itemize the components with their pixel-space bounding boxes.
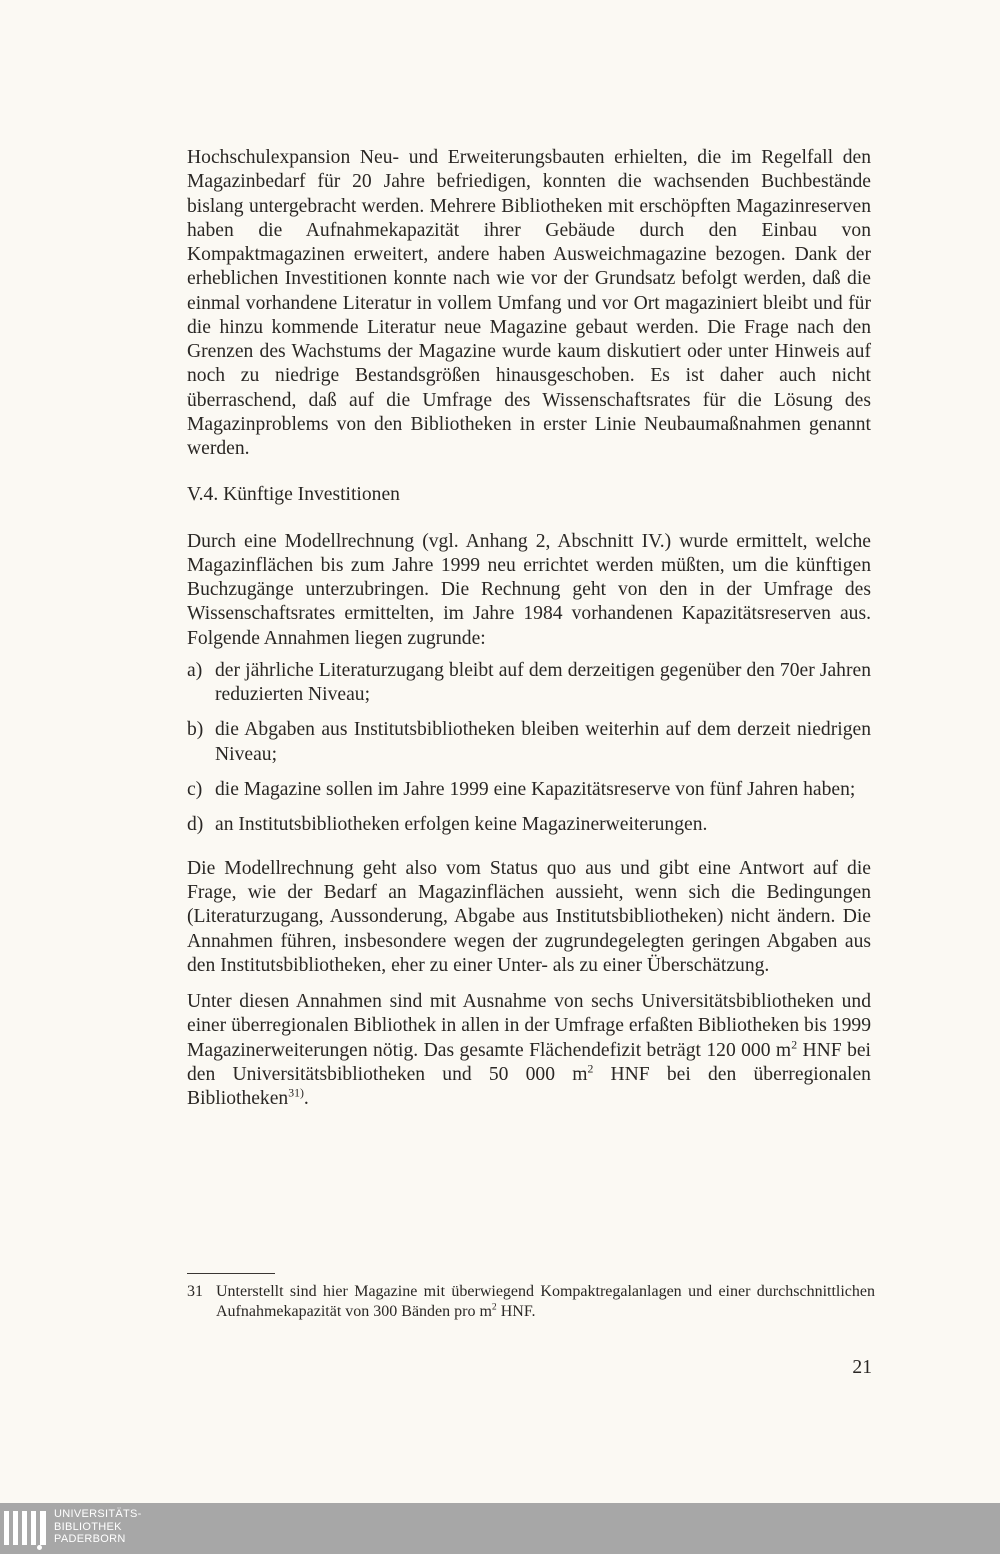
page-body [187,146,871,1111]
footnote [187,1282,875,1322]
list-marker: b) [187,719,204,741]
library-footer-bar [0,1503,1000,1554]
list-marker: d) [187,814,204,835]
square-meter-superscript: 2 [791,1038,798,1052]
paragraph-4-part-2: HNF bei den Universitätsbibliotheken und 50 000 m [187,1039,872,1085]
footnote-reference[interactable]: 31) [288,1086,304,1100]
list-item [187,813,871,837]
square-meter-superscript: 2 [587,1062,594,1076]
paragraph-2: Durch eine Modellrechnung (vgl. Anhang 2, Abschnitt IV.) wurde ermittelt, welche Magazinflächen bis zum Jahre 1999 neu errichtet werden müßten, um die künftigen Buchzugänge unterzubringen. Die Rechnung geht von den in der Umfrage des Wissenschaftsrates ermittelten, im Jahre 1984 vorhandenen Kapazitätsreserven aus. Folgende Annahmen liegen zugrunde: [187,530,871,649]
library-logo-text [54,1508,142,1546]
footnote-number: 31 [187,1283,203,1300]
paragraph-4-part-1: Unter diesen Annahmen sind mit Ausnahme von sechs Universitätsbibliotheken und einer überregionalen Bibliothek in allen in der Umfrage erfaßten Bibliotheken bis 1999 Magazinerweiterungen nötig. Das gesamte Flächendefizit beträgt 120 000 m [187,991,871,1061]
paragraph-4 [187,990,871,1111]
list-item [187,718,871,767]
footnote-divider [187,1273,275,1274]
footnote-text-part-2: HNF. [496,1303,536,1320]
list-item-text: der jährliche Literaturzugang bleibt auf dem derzeitigen gegenüber den 70er Jahren reduzierten Niveau; [215,659,871,705]
logo-dot-icon [37,1545,42,1550]
logo-line-1: UNIVERSITÄTS- [54,1508,142,1520]
list-item [187,659,871,708]
paragraph-4-part-4: . [303,1088,309,1110]
paragraph-3: Die Modellrechnung geht also vom Status quo aus und gibt eine Antwort auf die Frage, wie der Bedarf an Magazinflächen aussieht, wenn sich die Bedingungen (Literaturzugang, Aussonderung, Abgabe aus Institutsbibliotheken) nicht ändern. Die Annahmen führen, insbesondere wegen der zugrundegelegten geringen Abgaben aus den Institutsbibliotheken, eher zu einer Unter- als zu einer Überschätzung. [187,857,871,976]
list-marker: a) [187,659,203,681]
list-item-text: an Institutsbibliotheken erfolgen keine Magazinerweiterungen. [215,814,708,835]
paragraph-1: Hochschulexpansion Neu- und Erweiterungsbauten erhielten, die im Regelfall den Magazinbedarf für 20 Jahre befriedigen, konnten die wachsenden Buchbestände bislang untergebracht werden. Mehrere Bibliotheken mit erschöpften Magazinreserven haben die Aufnahmekapazität ihrer Gebäude durch den Einbau von Kompaktmagazinen erweitert, andere haben Ausweichmagazine bezogen. Dank der erheblichen Investitionen konnte nach wie vor der Grundsatz befolgt werden, daß die einmal vorhandene Literatur in vollem Umfang und vor Ort magaziniert bleibt und für die hinzu kommende Literatur neue Magazine gebaut werden. Die Frage nach den Grenzen des Wachstums der Magazine wurde kaum diskutiert oder unter Hinweis auf noch zu niedrige Bestandsgrößen hinausgeschoben. Es ist daher auch nicht überraschend, daß auf die Umfrage des Wissenschaftsrates für die Lösung des Magazinproblems von den Bibliotheken in erster Linie Neubaumaßnahmen genannt werden. [187,147,871,459]
page-number: 21 [852,1357,872,1378]
assumptions-list [187,659,871,838]
footnote-text [187,1282,875,1322]
logo-line-3: PADERBORN [54,1533,126,1545]
list-marker: c) [187,778,203,800]
list-item [187,778,871,802]
list-item-text: die Abgaben aus Institutsbibliotheken bleiben weiterhin auf dem derzeit niedrigen Niveau; [215,719,871,765]
footnote-superscript: 2 [491,1301,497,1313]
list-item-text: die Magazine sollen im Jahre 1999 eine Kapazitätsreserve von fünf Jahren haben; [215,778,856,800]
paragraph-4-part-3: HNF bei den überregionalen Bibliotheken [187,1063,871,1110]
footnote-text-part-1: Unterstellt sind hier Magazine mit überwiegend Kompaktregalanlagen und einer durchschnittlichen Aufnahmekapazität von 300 Bänden pro m [216,1283,875,1320]
logo-line-2: BIBLIOTHEK [54,1520,122,1533]
section-heading: V.4. Künftige Investitionen [187,484,400,506]
